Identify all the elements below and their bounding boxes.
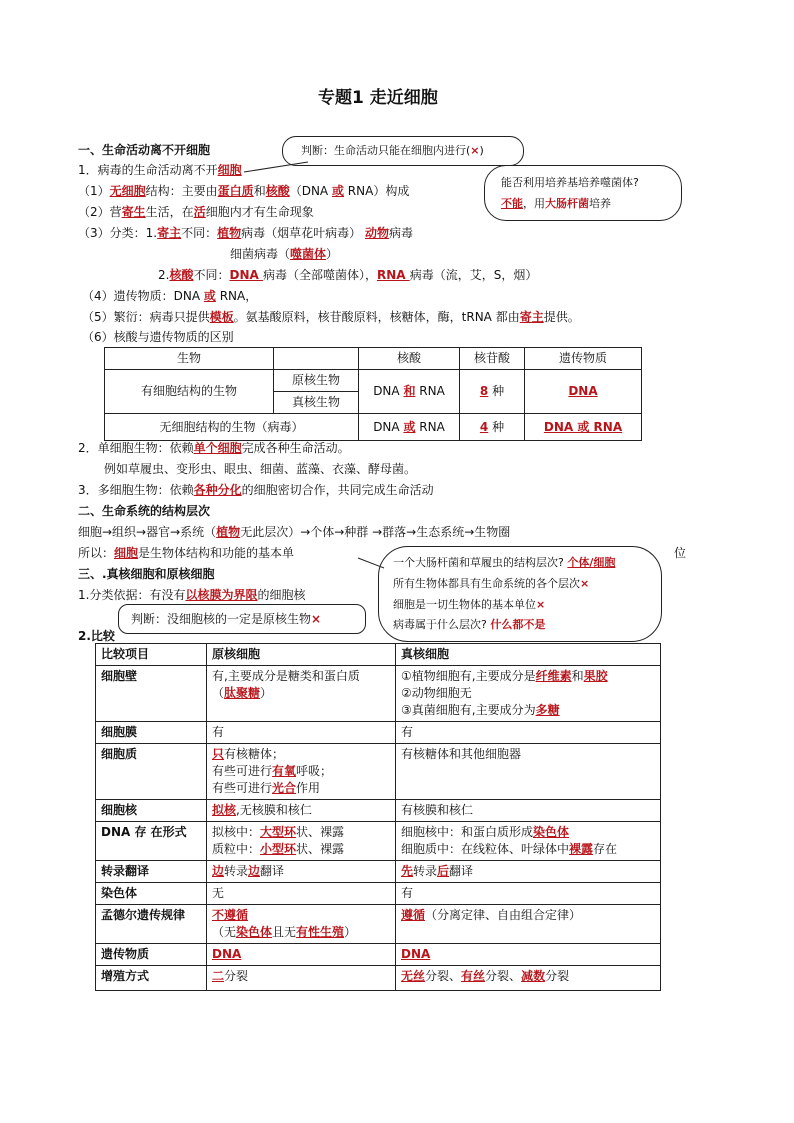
table-header-cell [274, 348, 359, 370]
section-3-heading: 三、.真核细胞和原核细胞 [78, 567, 215, 581]
table-header-cell: 生物 [105, 348, 274, 370]
table-row [96, 944, 661, 966]
table-cell: DNA 存 在形式 [96, 822, 207, 861]
table-cell: DNA [207, 944, 396, 966]
table-cell: 细胞核 [96, 800, 207, 822]
line-basic-unit: 所以：细胞是生物体结构和功能的基本单 [78, 546, 295, 560]
table-row [105, 414, 642, 441]
line-multi-cell: 3．多细胞生物：依赖各种分化的细胞密切合作，共同完成生命活动 [78, 483, 434, 497]
callout-structure-levels: 一个大肠杆菌和草履虫的结构层次? 个体/细胞 所有生物体都具有生命系统的各个层次× 细胞是一切生物体的基本单位× 病毒属于什么层次? 什么都不是 [378, 546, 662, 642]
table-cell: 细胞核中：和蛋白质形成染色体 细胞质中：在线粒体、叶绿体中裸露存在 [396, 822, 661, 861]
line-virus-3: （2）营寄生生活，在活细胞内才有生命现象 [78, 205, 314, 219]
table-row [96, 822, 661, 861]
section-1-heading: 一、生命活动离不开细胞 [78, 143, 211, 157]
table-cell: 4 种 [460, 414, 525, 441]
table-header-cell: 遗传物质 [525, 348, 642, 370]
line-virus-8: （5）繁衍：病毒只提供模板。氨基酸原料，核苷酸原料，核糖体，酶，tRNA 都由寄主提供。 [82, 310, 580, 324]
table-cell: 真核生物 [274, 392, 359, 414]
cell-comparison-table [95, 643, 661, 991]
table-cell: 无丝分裂、有丝分裂、减数分裂 [396, 966, 661, 991]
table-header-cell: 真核细胞 [396, 644, 661, 666]
table-cell: 拟核中：大型环状、裸露 质粒中：小型环状、裸露 [207, 822, 396, 861]
line-classification: 1.分类依据：有没有以核膜为界限的细胞核 [78, 588, 306, 602]
nucleic-acid-table [104, 347, 642, 441]
table-row [96, 666, 661, 722]
line-basic-unit-tail: 位 [674, 546, 687, 560]
line-virus-2: （1）无细胞结构：主要由蛋白质和核酸（DNA 或 RNA）构成 [78, 184, 410, 198]
callout-pointer-3 [356, 556, 386, 570]
callout-judgement-2: 判断：没细胞核的一定是原核生物× [118, 604, 366, 634]
table-cell: 细胞膜 [96, 722, 207, 744]
table-cell: 二分裂 [207, 966, 396, 991]
table-header-cell: 核酸 [359, 348, 460, 370]
table-cell: 边转录边翻译 [207, 861, 396, 883]
line-virus-1: 1．病毒的生命活动离不开细胞 [78, 163, 242, 177]
line-compare-heading: 2.比较 [78, 629, 115, 643]
table-header-cell: 核苷酸 [460, 348, 525, 370]
callout-phage-culture: 能否利用培养基培养噬菌体? 不能，用大肠杆菌培养 [484, 165, 682, 221]
table-header-cell: 比较项目 [96, 644, 207, 666]
line-virus-6: 2.核酸不同：DNA 病毒（全部噬菌体），RNA 病毒（流，艾，S，烟） [158, 268, 538, 282]
table-header-row [96, 644, 661, 666]
table-cell: 有核糖体和其他细胞器 [396, 744, 661, 800]
table-cell: 不遵循 （无染色体且无有性生殖） [207, 905, 396, 944]
table-row [96, 905, 661, 944]
table-cell: 孟德尔遗传规律 [96, 905, 207, 944]
table-cell: 转录翻译 [96, 861, 207, 883]
callout-pointer-1 [240, 160, 310, 174]
table-cell: 有核膜和核仁 [396, 800, 661, 822]
page-title: 专题1 走近细胞 [318, 88, 438, 108]
line-virus-5: 细菌病毒（噬菌体） [230, 247, 339, 261]
table-row [96, 744, 661, 800]
table-cell: DNA [525, 370, 642, 414]
table-header-cell: 原核细胞 [207, 644, 396, 666]
table-cell: 有 [396, 883, 661, 905]
line-virus-7: （4）遗传物质：DNA 或 RNA， [82, 289, 258, 303]
table-cell: 染色体 [96, 883, 207, 905]
line-examples: 例如草履虫、变形虫、眼虫、细菌、蓝藻、衣藻、酵母菌。 [104, 462, 417, 476]
line-single-cell: 2．单细胞生物：依赖单个细胞完成各种生命活动。 [78, 441, 350, 455]
table-cell: DNA [396, 944, 661, 966]
line-hierarchy: 细胞→组织→器官→系统（植物无此层次）→个体→种群 →群落→生态系统→生物圈 [78, 525, 511, 539]
table-cell: DNA 或 RNA [359, 414, 460, 441]
table-row [96, 966, 661, 991]
table-cell: 拟核,无核膜和核仁 [207, 800, 396, 822]
table-cell: DNA 和 RNA [359, 370, 460, 414]
table-row [96, 722, 661, 744]
table-cell: 细胞壁 [96, 666, 207, 722]
callout-judgement-1: 判断：生命活动只能在细胞内进行(×) [282, 136, 524, 166]
table-header-row [105, 348, 642, 370]
table-cell: 有,主要成分是糖类和蛋白质 （肽聚糖） [207, 666, 396, 722]
table-cell: 只有核糖体； 有些可进行有氧呼吸； 有些可进行光合作用 [207, 744, 396, 800]
table-row [96, 861, 661, 883]
table-cell: 无 [207, 883, 396, 905]
table-cell: 遵循（分离定律、自由组合定律） [396, 905, 661, 944]
table-row [105, 370, 642, 392]
table-cell: 8 种 [460, 370, 525, 414]
table-cell: 有细胞结构的生物 [105, 370, 274, 414]
table-cell: 无细胞结构的生物（病毒） [105, 414, 359, 441]
table-row [96, 800, 661, 822]
table-cell: 增殖方式 [96, 966, 207, 991]
table-cell: 原核生物 [274, 370, 359, 392]
table-cell: 遗传物质 [96, 944, 207, 966]
line-virus-9: （6）核酸与遗传物质的区别 [82, 330, 234, 344]
table-cell: ①植物细胞有,主要成分是纤维素和果胶 ②动物细胞无 ③真菌细胞有,主要成分为多糖 [396, 666, 661, 722]
section-2-heading: 二、生命系统的结构层次 [78, 504, 211, 518]
table-cell: 有 [396, 722, 661, 744]
table-cell: DNA 或 RNA [525, 414, 642, 441]
table-cell: 先转录后翻译 [396, 861, 661, 883]
line-virus-4: （3）分类：1.寄主不同：植物病毒（烟草花叶病毒） 动物病毒 [78, 226, 413, 240]
table-row [96, 883, 661, 905]
table-cell: 有 [207, 722, 396, 744]
table-cell: 细胞质 [96, 744, 207, 800]
